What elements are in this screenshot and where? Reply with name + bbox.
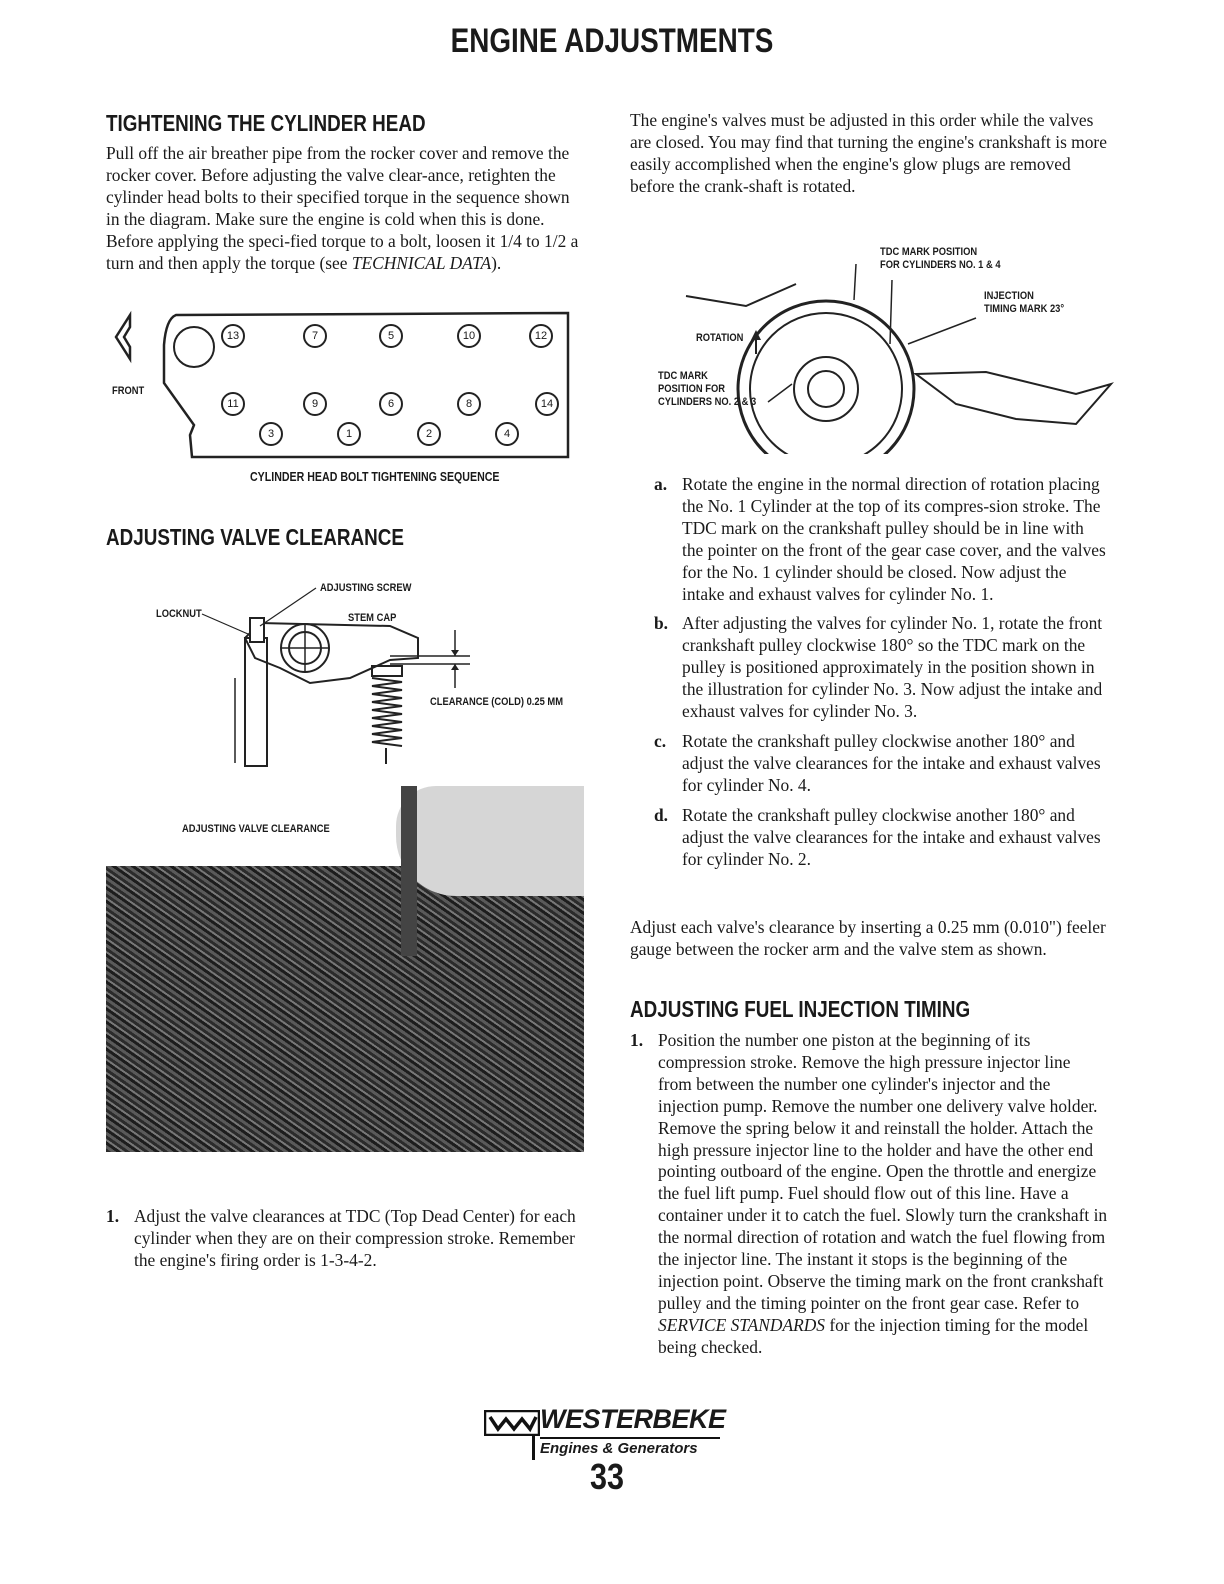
bolt-circle: 3 — [259, 422, 283, 446]
bolt-circle: 13 — [221, 324, 245, 348]
front-arrow-icon — [116, 315, 130, 359]
fuel-step-marker: 1. — [630, 1030, 644, 1050]
bolt-sequence-diagram — [106, 305, 576, 465]
bolt-circle: 14 — [535, 392, 559, 416]
step-marker: b. — [654, 613, 669, 634]
technical-data-ref: TECHNICAL DATA — [351, 252, 492, 273]
injection-timing-label: INJECTION TIMING MARK 23° — [984, 290, 1065, 315]
westerbeke-logo — [484, 1404, 744, 1464]
step-c — [654, 731, 1108, 797]
front-label: FRONT — [112, 385, 145, 397]
bolt-circle: 8 — [457, 392, 481, 416]
valve-order-intro: The engine's valves must be adjusted in this order while the valves are closed. You may find that turning the engine's crankshaft is more easily accomplished when the engine's glow plugs are removed before the crank-shaft is rotated. — [630, 110, 1107, 196]
rocker-arm-drawing — [150, 578, 590, 778]
step-1-marker: 1. — [106, 1206, 120, 1226]
step-a — [654, 474, 1108, 605]
step-marker: a. — [654, 474, 668, 494]
bolt-circle: 12 — [529, 324, 553, 348]
adjusting-screw-label: ADJUSTING SCREW — [320, 582, 412, 594]
bolt-circle: 6 — [379, 392, 403, 416]
tightening-text: Pull off the air breather pipe from the rocker cover and remove the rocker cover. Before adjusting the valve clear-ance, retighten the cylinder head bolts to their specified torque in the sequence shown in the diagram. Make sure the engine is cold when this is done. Before applying the speci-fied torque to a bolt, loosen it 1/4 to 1/2 a turn and then apply the torque (see — [106, 143, 579, 273]
clearance-label: CLEARANCE (COLD) 0.25 MM — [430, 696, 563, 708]
step-1-text: Adjust the valve clearances at TDC (Top Dead Center) for each cylinder when they are on their compression stroke. Remember the engine's firing order is 1-3-4-2. — [134, 1206, 576, 1270]
step-b — [654, 613, 1108, 723]
fuel-step-text-end: for the injection timing for the model being checked. — [658, 1314, 1089, 1357]
brand-name: WESTERBEKE — [540, 1404, 726, 1434]
hand-image — [396, 786, 584, 896]
step-text: After adjusting the valves for cylinder No. 1, rotate the front crankshaft pulley clockwise 180° so the TDC mark on the pulley is positioned approximately in the position shown in the illustration for cylinder No. 3. Now adjust the intake and exhaust valves for cylinder No. 3. — [682, 613, 1103, 722]
rotation-label: ROTATION — [696, 332, 744, 344]
crankshaft-pulley-diagram — [656, 244, 1126, 454]
tdc-cyl-2-3-label: TDC MARK POSITION FOR CYLINDERS NO. 2 & 3 — [658, 370, 757, 408]
bolt-circle: 5 — [379, 324, 403, 348]
step-text: Rotate the engine in the normal direction of rotation placing the No. 1 Cylinder at the top of its compres-sion stroke. The TDC mark on the crankshaft pulley should be in line with the pointer on the front of the gear case cover, and the valves for the No. 1 cylinder should be closed. Now adjust the intake and exhaust valves for cylinder No. 1. — [682, 474, 1106, 604]
tdc-cyl-1-4-label: TDC MARK POSITION FOR CYLINDERS NO. 1 & 4 — [880, 246, 1001, 271]
brand-tagline: Engines & Generators — [540, 1440, 698, 1457]
fuel-step-text: Position the number one piston at the beginning of its compression stroke. Remove the high pressure injector line from between the number one cylinder's injector and the injection pump. Remove the number one delivery valve holder. Remove the spring below it and reinstall the holder. Attach the high pressure injector line to the holder and have the other end pointing outboard of the engine. Open the throttle and energize the fuel lift pump. Fuel should flow out of this line. Have a container under it to catch the fuel. Slowly turn the crankshaft in the normal direction of rotation and watch the fuel flowing from the injector line. The instant it stops is the beginning of the injection point. Observe the timing mark on the front crankshaft pulley and the timing pointer on the front gear case. Refer to — [658, 1030, 1108, 1313]
step-marker: c. — [654, 730, 667, 751]
valve-adjust-steps — [654, 474, 1108, 878]
bolt-circle: 9 — [303, 392, 327, 416]
westerbeke-w-icon — [484, 1410, 540, 1436]
photo-label: ADJUSTING VALVE CLEARANCE — [182, 823, 330, 835]
valve-adjustment-photo — [106, 786, 584, 1152]
heading-tightening-cylinder-head: TIGHTENING THE CYLINDER HEAD — [106, 110, 426, 136]
step-text: Rotate the crankshaft pulley clockwise another 180° and adjust the valve clearances for the intake and exhaust valves for cylinder No. 4. — [682, 730, 1101, 795]
logo-stem — [532, 1434, 535, 1460]
tightening-paragraph — [106, 143, 586, 274]
heading-fuel-injection-timing: ADJUSTING FUEL INJECTION TIMING — [630, 996, 971, 1022]
bolt-circle: 1 — [337, 422, 361, 446]
page-title: ENGINE ADJUSTMENTS — [450, 22, 774, 60]
service-standards-ref: SERVICE STANDARDS — [658, 1314, 825, 1335]
bolt-circle: 11 — [221, 392, 245, 416]
adjust-note: Adjust each valve's clearance by inserting a 0.25 mm (0.010") feeler gauge between the rocker arm and the valve stem as shown. — [630, 917, 1106, 959]
bolt-circle: 4 — [495, 422, 519, 446]
valve-clearance-diagram — [150, 578, 590, 778]
pulley-drawing — [656, 244, 1126, 454]
bolt-diagram-caption: CYLINDER HEAD BOLT TIGHTENING SEQUENCE — [250, 470, 500, 484]
bolt-circle: 2 — [417, 422, 441, 446]
locknut-label: LOCKNUT — [156, 608, 202, 620]
page-number: 33 — [589, 1456, 625, 1497]
fuel-step-1 — [630, 1030, 1108, 1359]
logo-underline — [540, 1437, 720, 1439]
bolt-circle: 7 — [303, 324, 327, 348]
heading-adjusting-valve-clearance: ADJUSTING VALVE CLEARANCE — [106, 524, 404, 550]
tightening-text-end: ). — [491, 252, 502, 273]
bolt-circle: 10 — [457, 324, 481, 348]
step-1-tdc — [106, 1206, 576, 1272]
step-d — [654, 805, 1108, 871]
step-marker: d. — [654, 804, 669, 825]
engine-photo — [106, 866, 584, 1152]
step-text: Rotate the crankshaft pulley clockwise another 180° and adjust the valve clearances for the intake and exhaust valves for cylinder No. 2. — [682, 804, 1101, 869]
screwdriver-image — [401, 786, 417, 956]
stem-cap-label: STEM CAP — [348, 612, 397, 624]
